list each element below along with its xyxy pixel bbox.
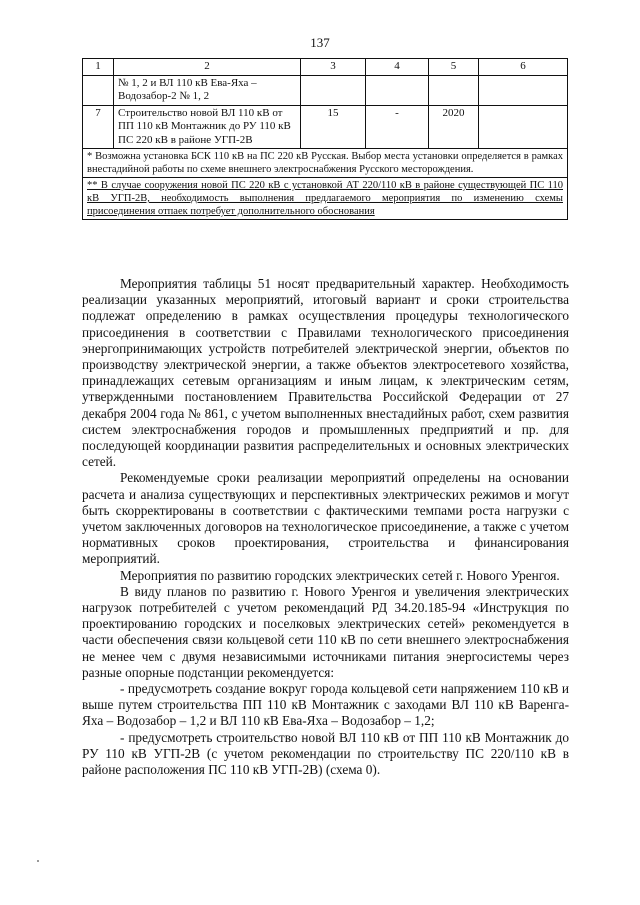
table-cell: 15 bbox=[301, 105, 366, 149]
paragraph: Рекомендуемые сроки реализации мероприятий определены на основании расчета и анализа существующих и перспективных электрических режимов и могут быть скорректированы в соответствии с фактическими темпами роста нагрузки с учетом заключенных договоров на технологическое присоединение, а также с учетом нормативных сроков проектирования, строительства и финансирования мероприятий. bbox=[82, 470, 569, 567]
scan-speck bbox=[37, 860, 39, 862]
header-cell: 4 bbox=[366, 59, 429, 76]
page-number: 137 bbox=[310, 35, 330, 50]
header-cell: 5 bbox=[429, 59, 479, 76]
table-cell: № 1, 2 и ВЛ 110 кВ Ева-Яха – Водозабор-2 № 1, 2 bbox=[114, 75, 301, 105]
table-note-row bbox=[83, 149, 568, 178]
header-cell: 2 bbox=[114, 59, 301, 76]
table-note: ** В случае сооружения новой ПС 220 кВ с установкой АТ 220/110 кВ в районе существующей ПС 110 кВ УГП-2В, необходимость выполнения предлагаемого мероприятия по изменению схемы присоединения отпаек потребует дополнительного обоснования bbox=[83, 178, 568, 220]
header-cell: 6 bbox=[479, 59, 568, 76]
table-note-row bbox=[83, 178, 568, 220]
measures-table bbox=[82, 58, 568, 220]
table-header-row bbox=[83, 59, 568, 76]
header-cell: 3 bbox=[301, 59, 366, 76]
table-row bbox=[83, 75, 568, 105]
table-cell bbox=[83, 75, 114, 105]
paragraph: В виду планов по развитию г. Нового Уренгоя и увеличения электрических нагрузок потребителей с учетом рекомендаций РД 34.20.185-94 «Инструкция по проектированию городских и поселковых электрических сетей» рекомендуется в части обеспечения связи кольцевой сети 110 кВ по сети внешнего электроснабжения не менее чем с двумя независимыми источниками питания энергосистемы через разные опорные подстанции рекомендуется: bbox=[82, 583, 569, 680]
table-cell: 7 bbox=[83, 105, 114, 149]
table-cell: - bbox=[366, 105, 429, 149]
paragraph: Мероприятия таблицы 51 носят предварительный характер. Необходимость реализации указанных мероприятий, итоговый вариант и сроки строительства подлежат определению в рамках осуществления процедуры технологического присоединения в соответствии с Правилами технологического присоединения энергопринимающих устройств потребителей электрической энергии, объектов по производству электрической энергии, а также объектов электросетевого хозяйства, принадлежащих сетевым организациям и иным лицам, к электрическим сетям, утвержденными постановлением Правительства Российской Федерации от 27 декабря 2004 года № 861, с учетом выполненных внестадийных работ, схем развития систем электроснабжения городов и промышленных предприятий и пр. для последующей координации развития распределительных и основных электрических сетей. bbox=[82, 276, 569, 470]
paragraph: Мероприятия по развитию городских электрических сетей г. Нового Уренгоя. bbox=[120, 567, 560, 583]
table-cell bbox=[429, 75, 479, 105]
list-item: - предусмотреть создание вокруг города кольцевой сети напряжением 110 кВ и выше путем строительства ПП 110 кВ Монтажник с заходами ВЛ 110 кВ Варенга-Яха – Водозабор – 1,2 и ВЛ 110 кВ Ева-Яха – Водозабор – 1,2; bbox=[82, 681, 569, 729]
table-note: * Возможна установка БСК 110 кВ на ПС 220 кВ Русская. Выбор места установки определяется в рамках внестадийной работы по схеме внешнего электроснабжения Русского месторождения. bbox=[83, 149, 568, 178]
table-row bbox=[83, 105, 568, 149]
header-cell: 1 bbox=[83, 59, 114, 76]
table-cell bbox=[479, 75, 568, 105]
table-cell bbox=[366, 75, 429, 105]
table-cell: 2020 bbox=[429, 105, 479, 149]
table-cell bbox=[301, 75, 366, 105]
table-cell bbox=[479, 105, 568, 149]
list-item: - предусмотреть строительство новой ВЛ 110 кВ от ПП 110 кВ Монтажник до РУ 110 кВ УГП-2В (с учетом рекомендации по строительству ПС 220/110 кВ в районе расположения ПС 110 кВ УГП-2В) (схема 0). bbox=[82, 729, 569, 778]
table-cell: Строительство новой ВЛ 110 кВ от ПП 110 кВ Монтажник до РУ 110 кВ ПС 220 кВ в районе УГП-2В bbox=[114, 105, 301, 149]
body-text bbox=[82, 276, 569, 778]
